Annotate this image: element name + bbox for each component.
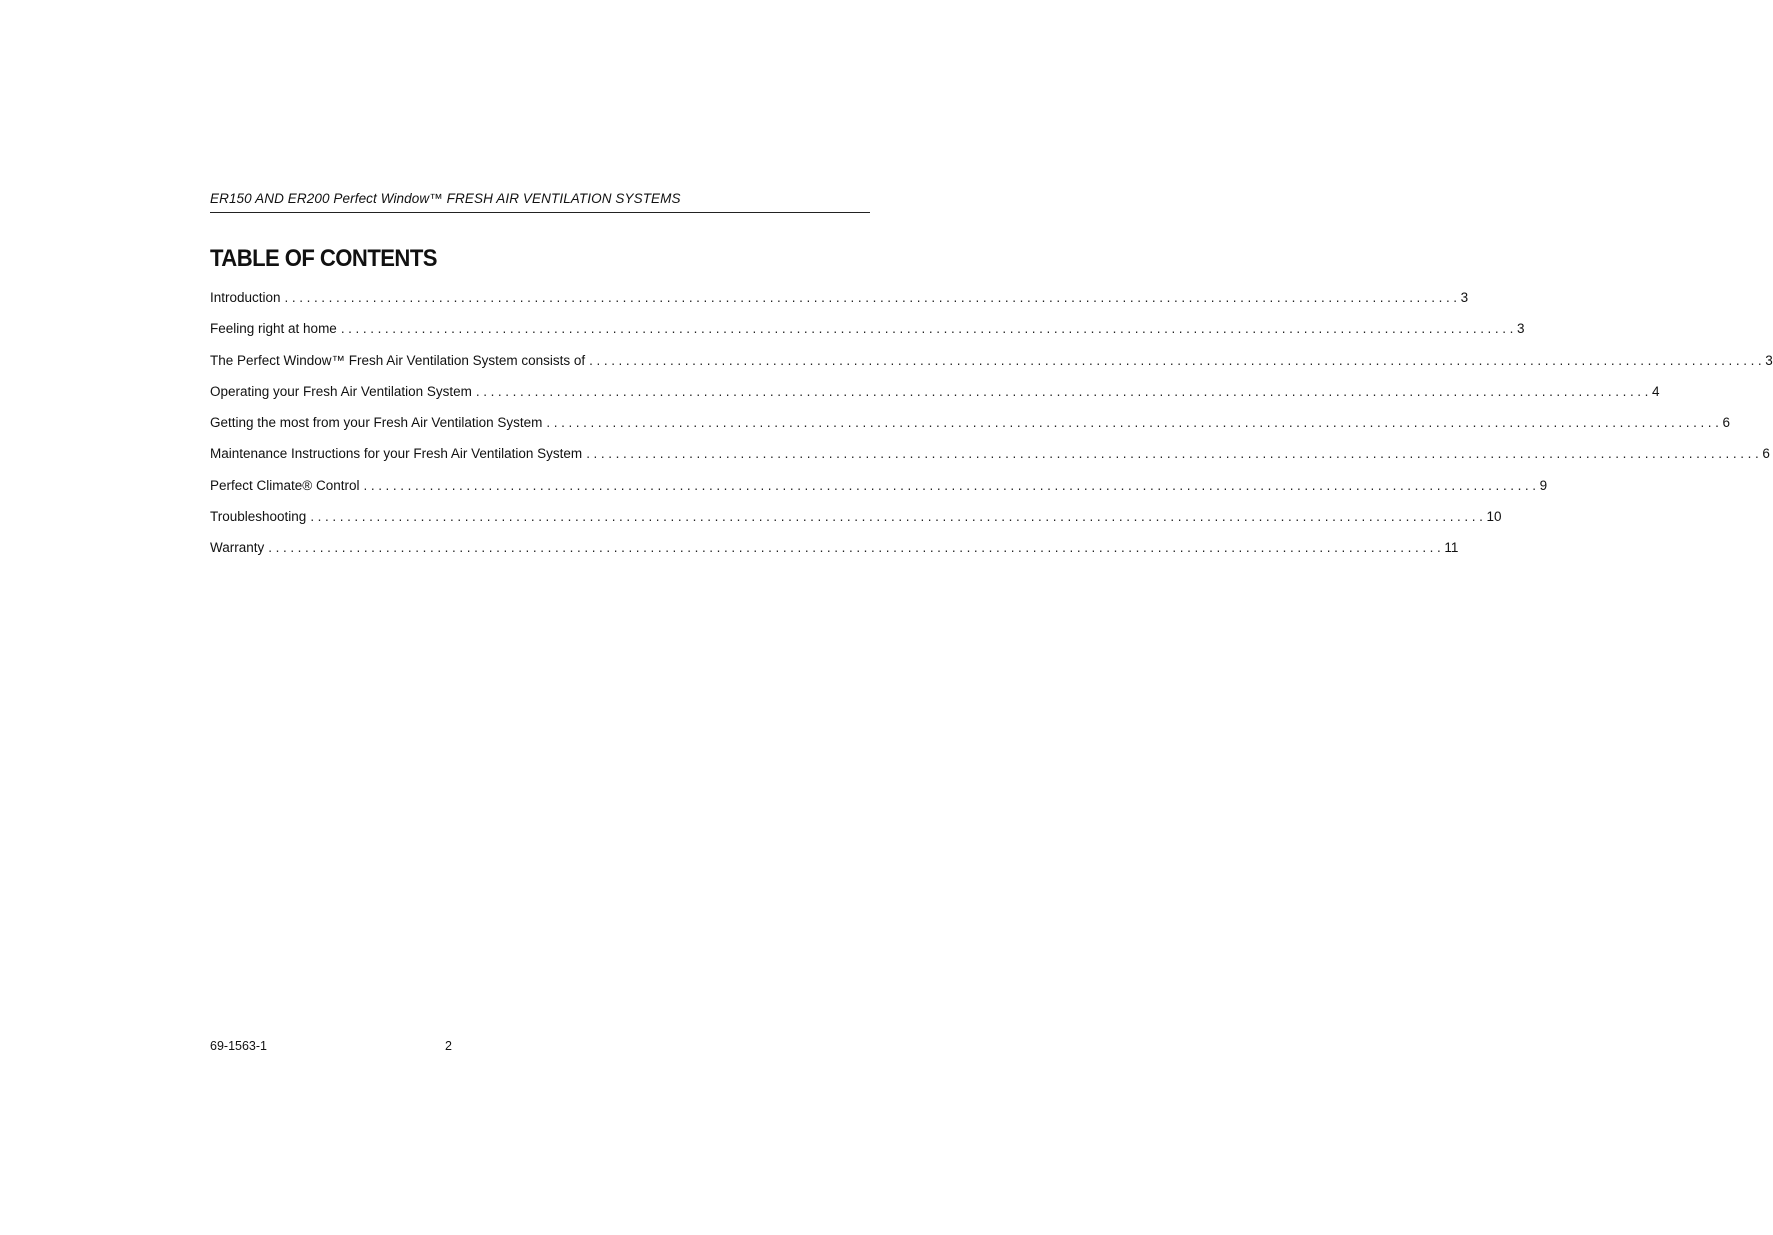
toc-entry-label: Feeling right at home — [210, 321, 337, 337]
toc-entry-page: 3 — [1765, 352, 1773, 368]
toc-entry[interactable] — [210, 477, 1548, 509]
toc-entry-label: Operating your Fresh Air Ventilation System — [210, 383, 472, 399]
toc-entry-label: Troubleshooting — [210, 509, 307, 525]
dot-leader: ................................................................................................................................................................ — [284, 290, 1461, 305]
dot-leader: ................................................................................................................................................................ — [475, 383, 1652, 399]
document-number: 69-1563-1 — [210, 1039, 267, 1053]
dot-leader: ................................................................................................................................................................ — [589, 352, 1766, 368]
dot-leader: ................................................................................................................................................................ — [363, 477, 1540, 493]
page-number: 2 — [445, 1039, 452, 1053]
toc-entry-page: 6 — [1722, 415, 1731, 431]
toc-entry[interactable] — [210, 446, 1770, 477]
header-divider — [210, 212, 870, 213]
toc-entry-page: 4 — [1652, 383, 1660, 399]
dot-leader: ................................................................................................................................................................ — [268, 540, 1445, 556]
toc-entry[interactable] — [210, 509, 1502, 540]
toc-entry-label: Warranty — [210, 540, 265, 556]
toc-entry-page: 3 — [1516, 321, 1525, 337]
toc-entry[interactable] — [210, 352, 1773, 384]
toc-entry-page: 6 — [1762, 446, 1770, 462]
page-title: TABLE OF CONTENTS — [210, 245, 437, 272]
toc-entry-label: The Perfect Window™ Fresh Air Ventilation System consists of — [210, 352, 586, 368]
toc-entry-label: Perfect Climate® Control — [210, 477, 360, 493]
dot-leader: ................................................................................................................................................................ — [310, 509, 1487, 525]
toc-entry-label: Maintenance Instructions for your Fresh Air Ventilation System — [210, 446, 583, 462]
toc-entry-page: 10 — [1486, 509, 1502, 525]
toc-entry-label: Getting the most from your Fresh Air Ventilation System — [210, 415, 543, 431]
dot-leader: ................................................................................................................................................................ — [546, 415, 1723, 431]
toc-entry-label: Introduction — [210, 290, 281, 305]
toc-entry[interactable] — [210, 383, 1660, 415]
toc-entry-page: 3 — [1460, 290, 1469, 305]
dot-leader: ................................................................................................................................................................ — [586, 446, 1763, 462]
table-of-contents — [210, 290, 1773, 572]
toc-entry[interactable] — [210, 290, 1469, 321]
dot-leader: ................................................................................................................................................................ — [340, 321, 1517, 337]
running-header: ER150 AND ER200 Perfect Window™ FRESH AIR VENTILATION SYSTEMS — [210, 191, 681, 206]
toc-entry-page: 9 — [1539, 477, 1548, 493]
toc-entry-page: 11 — [1444, 540, 1459, 556]
toc-entry[interactable] — [210, 540, 1459, 571]
toc-entry[interactable] — [210, 415, 1731, 446]
toc-entry[interactable] — [210, 321, 1525, 352]
